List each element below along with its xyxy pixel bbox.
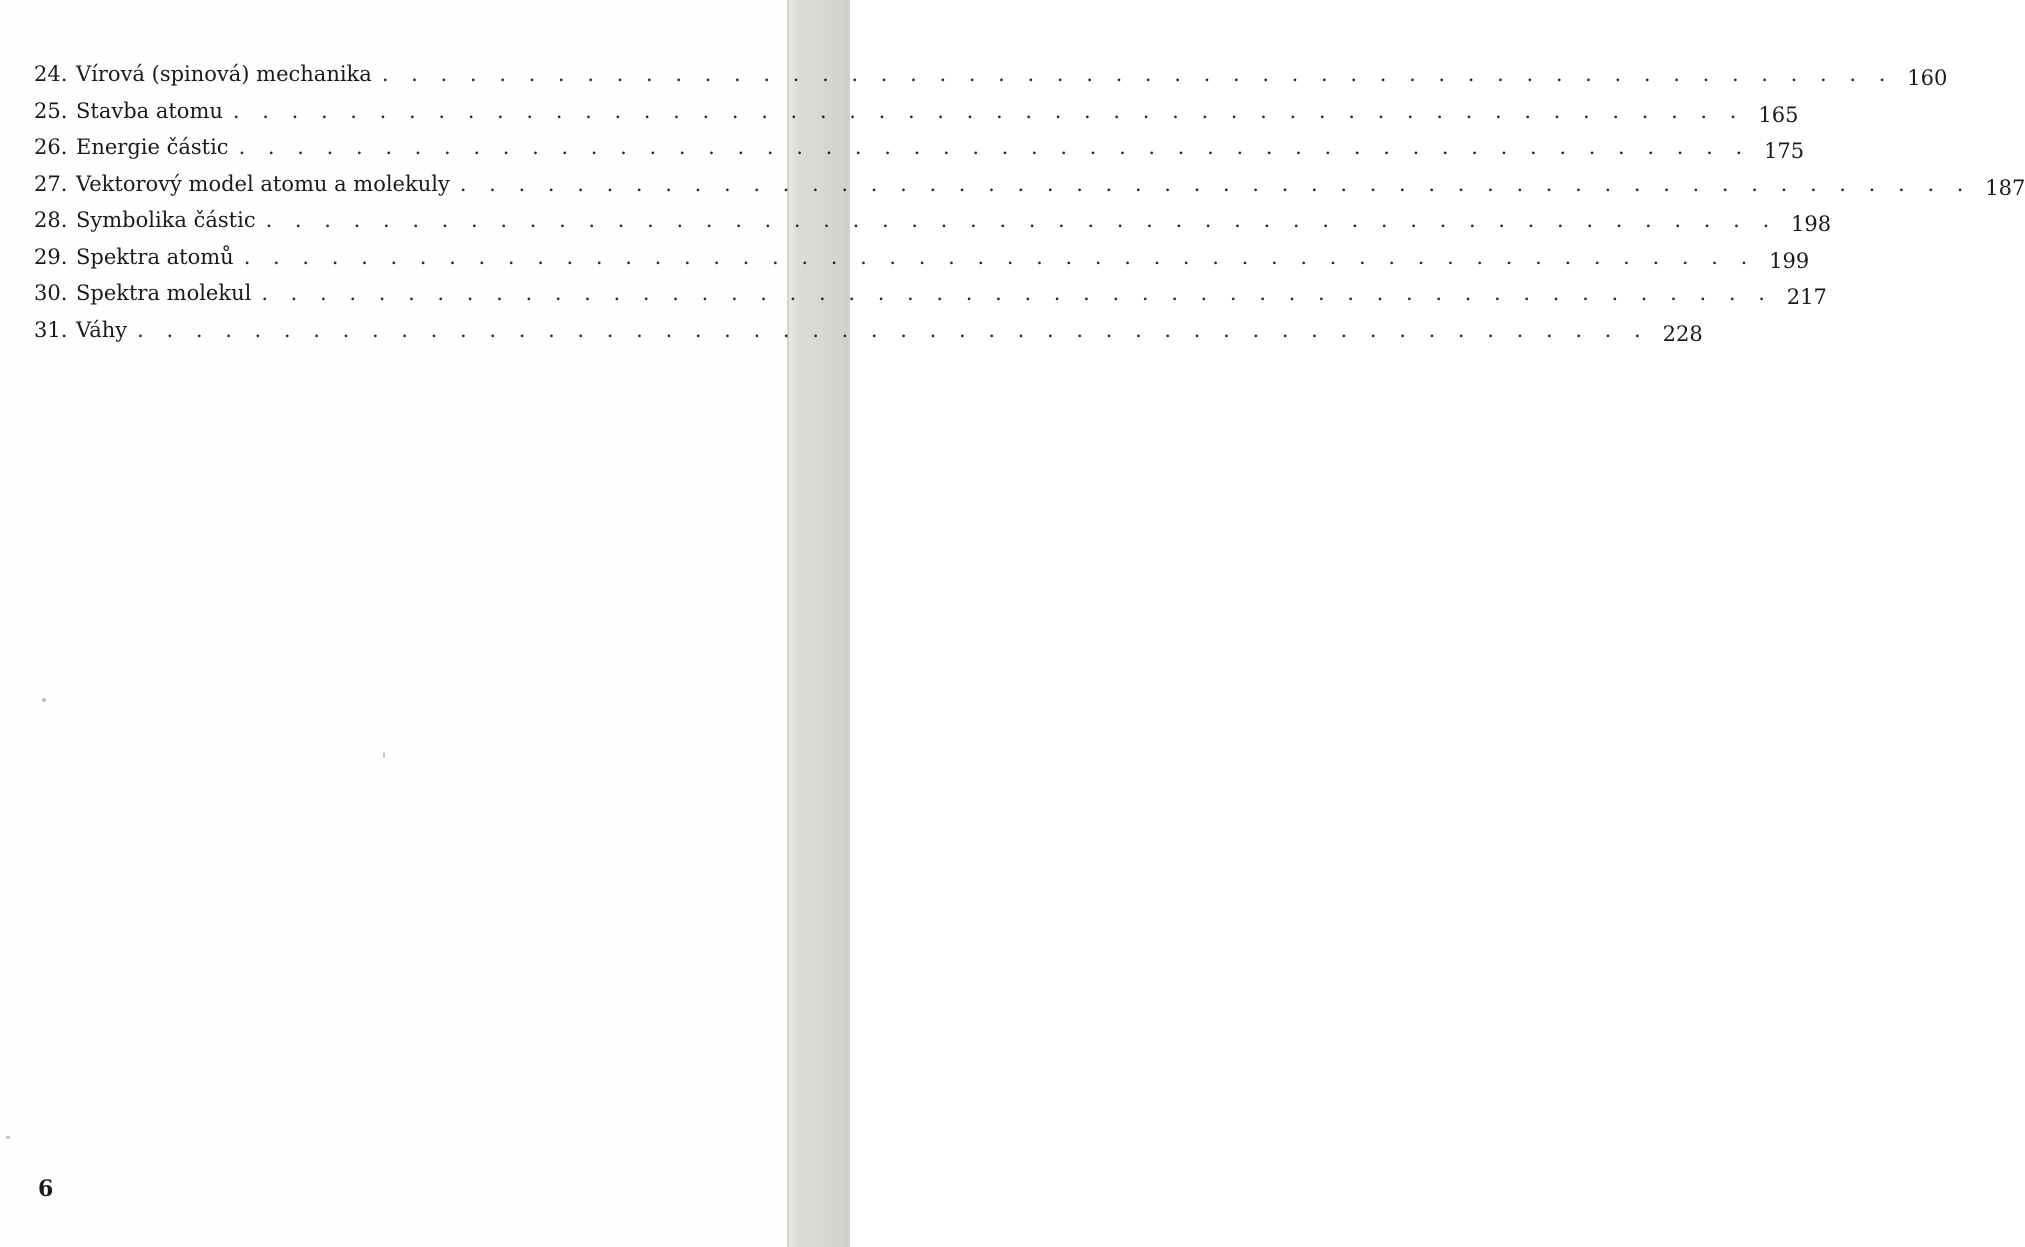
toc-entry-24 [34,56,1948,93]
toc-entry-number: 26. [34,135,68,159]
toc-entry-title: Vektorový model atomu a molekuly [76,171,450,196]
toc-entry-page: 228 [1662,321,1703,346]
toc-dot-leader: . . . . . . . . . . . . . . . . . . . . . . . . . . . . . . . . . . . . . . . . . . . . . . . . . . . . [238,135,1751,159]
scan-speck [6,1136,10,1139]
toc-entry-page: 187 [1985,175,2025,200]
toc-dot-leader: . . . . . . . . . . . . . . . . . . . . . . . . . . . . . . . . . . . . . . . . . . . . . . . . . . . . [243,244,1756,269]
toc-dot-leader: . . . . . . . . . . . . . . . . . . . . . . . . . . . . . . . . . . . . . . . . . . . . . . . . . . . . [381,62,1894,86]
toc-entry-31 [34,312,1703,349]
toc-entry-28 [34,202,1832,239]
toc-entry-26 [34,129,1805,166]
toc-entry-page: 199 [1769,248,1810,273]
table-of-contents [34,56,2025,348]
toc-entry-25 [34,93,1799,130]
toc-entry-title: Energie částic [76,135,229,159]
toc-entry-page: 175 [1764,139,1805,163]
toc-entry-title: Symbolika částic [76,208,256,232]
toc-entry-27 [34,166,2025,203]
toc-entry-page: 160 [1907,66,1948,90]
toc-dot-leader: . . . . . . . . . . . . . . . . . . . . . . . . . . . . . . . . . . . . . . . . . . . . . . . . . . . . [232,98,1745,123]
scan-speck [42,698,46,702]
toc-dot-leader: . . . . . . . . . . . . . . . . . . . . . . . . . . . . . . . . . . . . . . . . . . . . . . . . . . . . [261,281,1773,305]
toc-entry-number: 31. [34,317,68,342]
toc-entry-title: Stavba atomu [76,98,223,123]
toc-entry-30 [34,275,1827,312]
toc-dot-leader: . . . . . . . . . . . . . . . . . . . . . . . . . . . . . . . . . . . . . . . . . . . . . . . . . . . . [459,171,1972,196]
toc-entry-title: Váhy [76,317,128,342]
toc-entry-number: 29. [34,244,68,269]
toc-entry-page: 217 [1786,285,1827,309]
toc-entry-page: 198 [1791,212,1832,236]
toc-entry-title: Vírová (spinová) mechanika [76,62,372,86]
toc-entry-title: Spektra atomů [76,244,234,269]
toc-entry-number: 30. [34,281,68,305]
toc-entry-number: 27. [34,171,68,196]
toc-entry-29 [34,239,1810,276]
scan-speck [383,752,385,758]
toc-entry-number: 24. [34,62,68,86]
toc-dot-leader: . . . . . . . . . . . . . . . . . . . . . . . . . . . . . . . . . . . . . . . . . . . . . . . . . . . . [137,317,1649,342]
toc-entry-page: 165 [1758,102,1799,127]
page-number: 6 [38,1176,54,1202]
toc-entry-number: 25. [34,98,68,123]
toc-entry-number: 28. [34,208,68,232]
toc-entry-title: Spektra molekul [76,281,252,305]
toc-dot-leader: . . . . . . . . . . . . . . . . . . . . . . . . . . . . . . . . . . . . . . . . . . . . . . . . . . . . [265,208,1778,232]
